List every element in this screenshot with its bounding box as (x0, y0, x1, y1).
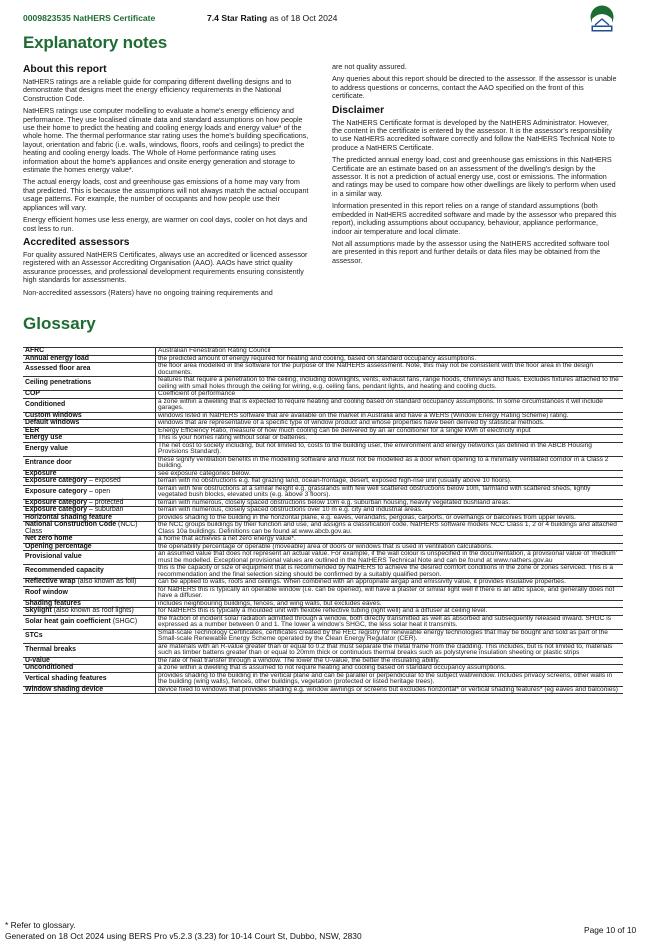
glossary-row (23, 586, 623, 600)
glossary-term (23, 391, 156, 399)
glossary-table-body (23, 348, 623, 694)
glossary-row (23, 435, 623, 443)
glossary-row (23, 456, 623, 470)
disclaimer-paragraph: The predicted annual energy load, cost and greenhouse gas emissions in this NatHERS Certificate are an estimate based on an assessment of the dwelling's design by the assessor. It is not a prediction of actual energy use, cost or emissions. The information and ratings may be used to compare how other dwellings are likely to perform when used in a similar way. (332, 155, 616, 198)
disclaimer-paragraph: The NatHERS Certificate format is developed by the NatHERS Administrator. However, the content in the certificate is entered by the assessor. It is the assessor's responsibility to use NatHERS accredited software correctly and follow the NatHERS Technical Note to produce a NatHERS Certificate. (332, 117, 615, 152)
glossary-term-label: Solar heat gain coefficient (25, 617, 111, 625)
glossary-definition: terrain with numerous, closely spaced obstructions below 10m e.g. suburban housing, heavily vegetated bushland areas. (156, 499, 624, 507)
glossary-term-label: Vertical shading features (25, 674, 107, 682)
star-rating-value: 7.4 Star Rating (207, 13, 268, 23)
glossary-term (23, 377, 156, 391)
glossary-term (23, 398, 156, 412)
glossary-term-label: Shading features (25, 599, 81, 607)
glossary-row (23, 478, 623, 486)
glossary-definition: a zone within a dwelling that is expected to require heating and cooling based on standard occupancy assumptions. In some circumstances it will include garages. (156, 398, 624, 412)
disclaimer-heading: Disclaimer (332, 104, 385, 116)
glossary-definition: terrain with numerous, closely spaced obstructions over 10 m e.g. city and industrial areas. (156, 507, 624, 515)
glossary-term-label: Energy value (25, 444, 68, 452)
glossary-row (23, 442, 623, 456)
glossary-term (23, 665, 156, 673)
glossary-row (23, 348, 623, 356)
glossary-definition: can be applied to walls, roofs and ceilings. When combined with an appropriate airgap and emissivity value, it provides insulative properties. (156, 579, 624, 587)
glossary-row (23, 565, 623, 579)
glossary-term-qualifier: (also known as foil) (75, 578, 137, 585)
glossary-term (23, 543, 156, 551)
glossary-definition: Small-scale Technology Certificates, certificates created by the REC registry for renewable energy technologies that may be bought and sold as part of the Small-scale Renewable Energy Scheme operated by the Clean Energy Regulator (CER). (156, 629, 624, 643)
glossary-term-qualifier: – protected (87, 498, 124, 506)
glossary-term (23, 478, 156, 486)
glossary-term-label: Recommended capacity (25, 567, 104, 575)
glossary-term-label: Horizontal shading feature (25, 513, 112, 521)
glossary-term-label: Energy use (25, 434, 63, 441)
glossary-term (23, 363, 156, 377)
glossary-definition: for NatHERS this is typically a moulded unit with flexible reflective tubing (light well) and a diffuser at ceiling level. (156, 608, 624, 616)
accredited-continued: are not quality assured. (332, 62, 407, 71)
page-header (23, 12, 623, 32)
accredited-paragraph: For quality assured NatHERS Certificates, always use an accredited or licenced assessor registered with an Assessor Accrediting Organisation (AAO). AAOs have strict quality assurance processes, and professional development requirements ensuring consistently high standards for assessments. (23, 249, 308, 285)
disclaimer-paragraph: Information presented in this report relies on a range of standard assumptions (both embedded in NatHERS accredited software and made by the assessor who prepared this report), including assumptions about occupancy, behaviour, appliance performance, indoor air temperature and local climate. (332, 201, 617, 236)
glossary-term-label: Reflective wrap (25, 578, 76, 585)
glossary-row (23, 398, 623, 412)
accredited-heading: Accredited assessors (23, 236, 130, 248)
glossary-term (23, 485, 156, 499)
glossary-term-label: Conditioned (25, 400, 66, 408)
glossary-row (23, 608, 623, 616)
glossary-row (23, 427, 623, 435)
glossary-definition: the rate of heat transfer through a window. The lower the U-value, the better the insulating ability. (156, 657, 624, 665)
about-paragraph: NatHERS ratings use computer modelling to evaluate a home's energy efficiency and performance. They use localised climate data and standard assumptions on how people use their home to predict the heating and cooling energy loads and energy value* of the whole home. The thermal performance star rating uses the home's building specifications, layout, orientation and fabric (i.e. walls, windows, floors, roofs and ceilings) to predict the heating and cooling energy loads. The Whole of Home performance rating uses information about the home's appliances and onsite energy generation and storage to estimate the homes energy value*. (23, 106, 309, 175)
glossary-term-label: STCs (25, 631, 43, 639)
glossary-term-label: Thermal breaks (25, 645, 76, 653)
glossary-definition: provides shading to the building in the horizontal plane, e.g. eaves, verandahs, pergolas, carports, or overhangs or balconies from upper levels. (156, 514, 624, 522)
glossary-title: Glossary (23, 314, 96, 333)
glossary-row (23, 391, 623, 399)
glossary-term-label: Provisional value (25, 553, 82, 561)
glossary-term (23, 522, 156, 536)
glossary-definition: are materials with an R-value greater than or equal to 0.2 that must separate the metal frame from the cladding. This includes, but is not limited to, materials such as timber battens greater than or equal to 20mm thick or continuous thermal breaks such as polystyrene insulation sheeting or plastic strips (156, 643, 624, 657)
glossary-term (23, 579, 156, 587)
glossary-definition: Australian Fenestration Rating Council (156, 348, 624, 356)
glossary-definition: device fixed to windows that provides shading e.g. window awnings or screens but excludes horizontal* or vertical shading features* (eg eaves and balconies) (156, 686, 624, 694)
glossary-term-label: AFRC (25, 347, 45, 354)
glossary-term-label: Assessed floor area (25, 365, 91, 373)
glossary-row (23, 551, 623, 565)
glossary-definition: a home that achieves a net zero energy value*. (156, 536, 624, 544)
certificate-id: 0009823535 NatHERS Certificate (23, 13, 156, 23)
glossary-term-label: EER (25, 426, 40, 434)
queries-paragraph: Any queries about this report should be directed to the assessor. If the assessor is unable to address questions or concerns, contact the AAO specified on the front of this certificate. (332, 74, 617, 101)
glossary-definition: Coefficient of performance (156, 391, 624, 399)
glossary-row (23, 420, 623, 428)
glossary-term-label: Custom windows (25, 411, 82, 419)
about-paragraph: NatHERS ratings are a reliable guide for comparing different dwelling designs and to demonstrate that designs meet the energy efficiency requirements in the National Construction Code. (23, 77, 292, 103)
glossary-definition: provides shading to the building in the vertical plane and can be parallel or perpendicular to the subject wall/window. Includes privacy screens, other walls in the building (wing walls), fences, other buildings, vegetation (protected or listed heritage trees). (156, 672, 624, 686)
glossary-definition: for NatHERS this is typically an operable window (i.e. can be opened), will have a plaster or similar light well if there is an attic space, and generally does not have a diffuser. (156, 586, 624, 600)
glossary-definition: an assumed value that does not represent an actual value. For example, if the wall colour is unspecified in the documentation, a provisional value of 'medium' must be modelled. Exceptional provisional values are outlined in the NatHERS Technical Note and can be found at www.nathers.gov.au (156, 551, 624, 565)
page-number: Page 10 of 10 (584, 925, 637, 935)
glossary-definition: windows that are representative of a specific type of window product and whose properties have been derived by statistical methods. (156, 420, 624, 428)
glossary-term-label: Opening percentage (25, 542, 92, 550)
glossary-row (23, 536, 623, 544)
glossary-term-label: Annual energy load (25, 354, 89, 362)
star-rating-date: as of 18 Oct 2024 (267, 13, 338, 23)
glossary-term (23, 643, 156, 657)
glossary-term-label: Exposure category (25, 506, 88, 513)
glossary-term-label: National Construction Code (25, 521, 117, 528)
glossary-term-label: U-value (25, 656, 50, 664)
glossary-row (23, 615, 623, 629)
glossary-definition: the openability percentage or operable (moveable) area of doors or windows that is used in ventilation calculations. (156, 543, 624, 551)
about-paragraph: Energy efficient homes use less energy, are warmer on cool days, cooler on hot days and cost less to run. (23, 215, 308, 233)
glossary-term-qualifier: (NCC) Class (25, 521, 138, 535)
glossary-term-qualifier: – suburban (87, 506, 124, 513)
explanatory-notes-title: Explanatory notes (23, 33, 167, 52)
glossary-term (23, 420, 156, 428)
glossary-definition: Energy Efficiency Ratio, measure of how much cooling can be delivered by an air conditioner for a single kWh of electricity input (156, 427, 624, 435)
glossary-definition: The net cost to society including, but not limited to, costs to the building user, the environment and energy networks (as defined in the ABCB Housing Provisions Standard). (156, 442, 624, 456)
glossary-row (23, 579, 623, 587)
glossary-term (23, 586, 156, 600)
disclaimer-paragraph: Not all assumptions made by the assessor using the NatHERS accredited software tool are presented in this report and further details or data files may be obtained from the assessor. (332, 238, 610, 265)
nathers-logo-icon (589, 4, 615, 34)
glossary-row (23, 665, 623, 673)
glossary-term-label: Roof window (25, 588, 68, 596)
accredited-paragraph: Non-accredited assessors (Raters) have no ongoing training requirements and (23, 287, 273, 297)
glossary-term (23, 608, 156, 616)
glossary-definition: terrain with few obstructions at a similar height e.g. grasslands with few well scattered obstructions below 10m, farmland with scattered sheds, lightly vegetated bush blocks, elevated units (e.g. above 3 floors). (156, 485, 624, 499)
footer-generated: Generated on 18 Oct 2024 using BERS Pro v5.2.3 (3.23) for 10-14 Court St, Dubbo, NSW, 2830 (5, 931, 362, 941)
glossary-term-label: Entrance door (25, 458, 72, 466)
glossary-row (23, 522, 623, 536)
glossary-term-qualifier: (also known as roof lights) (51, 607, 134, 614)
glossary-term-label: Net zero home (25, 535, 73, 542)
glossary-definition: This is your homes rating without solar or batteries. (156, 435, 624, 443)
glossary-term-label: Exposure category (25, 498, 88, 506)
glossary-term-qualifier: – exposed (87, 477, 121, 484)
glossary-row (23, 363, 623, 377)
glossary-row (23, 629, 623, 643)
glossary-term-qualifier: (SHGC) (110, 617, 138, 625)
glossary-term-label: Default windows (25, 419, 80, 426)
glossary-row (23, 686, 623, 694)
glossary-row (23, 643, 623, 657)
glossary-definition: these signify ventilation benefits in the modelling software and must not be modelled as a door when opening to a minimally ventilated corridor in a Class 2 building. (156, 456, 624, 470)
glossary-row (23, 377, 623, 391)
glossary-row (23, 507, 623, 515)
explanatory-right-column (332, 63, 618, 269)
glossary-definition: the predicted amount of energy required for heating and cooling, based on standard occupancy assumptions. (156, 355, 624, 363)
explanatory-left-column (23, 64, 309, 301)
glossary-term (23, 565, 156, 579)
glossary-term-label: Exposure category (25, 477, 88, 484)
glossary-term (23, 355, 156, 363)
glossary-definition: the floor area modelled in the software for the purpose of the NatHERS assessment. Note, this may not be consistent with the floor area in the design documents. (156, 363, 624, 377)
glossary-definition: a zone within a dwelling that is assumed to not require heating and cooling based on standard occupancy assumptions. (156, 665, 624, 673)
glossary-definition: see exposure categories below. (156, 470, 624, 478)
glossary-term (23, 435, 156, 443)
glossary-definition: the NCC groups buildings by their function and use, and assigns a classification code. NatHERS software models NCC Class 1, 2 or 4 buildings and attached Class 10a buildings. Definitions can be found at www.abcb.gov.au. (156, 522, 624, 536)
glossary-definition: windows listed in NatHERS software that are available on the market in Australia and have a WERS (Window Energy Rating Scheme) rating. (156, 412, 624, 420)
glossary-term-label: Exposure category (25, 487, 88, 495)
glossary-definition: this is the capacity or size of equipment that is recommended by NatHERS to achieve the desired comfort conditions in the zone or zones serviced. This is a recommendation and the final selection sizing should be confirmed by a suitably qualified person. (156, 565, 624, 579)
glossary-term-label: COP (25, 390, 40, 397)
glossary-table (23, 347, 623, 694)
about-heading: About this report (23, 64, 107, 75)
glossary-definition: features that require a penetration to the ceiling, including downlights, vents, exhaust fans, range hoods, chimneys and flues. Excludes fixtures attached to the ceiling with small holes through the ceiling for wiring, e.g. ceiling fans, pendant lights, and heating and cooling ducts. (156, 377, 624, 391)
glossary-definition: includes neighbouring buildings, fences, and wing walls, but excludes eaves. (156, 600, 624, 608)
glossary-term-label: Skylight (25, 607, 52, 614)
glossary-term (23, 672, 156, 686)
about-paragraph: The actual energy loads, cost and greenhouse gas emissions of a home may vary from that predicted. This is because the assumptions will not always match the actual occupant usage patterns. For example, the number of occupants and how people use their appliances will vary. (23, 177, 309, 212)
glossary-term-label: Ceiling penetrations (25, 379, 92, 387)
glossary-row (23, 485, 623, 499)
glossary-term-label: Window shading device (25, 685, 104, 693)
glossary-term-label: Unconditioned (25, 664, 74, 671)
star-rating (207, 13, 337, 23)
glossary-term (23, 551, 156, 565)
glossary-definition: terrain with no obstructions e.g. flat grazing land, ocean-frontage, desert, exposed high-rise unit (usually above 10 floors). (156, 478, 624, 486)
glossary-term (23, 615, 156, 629)
glossary-term (23, 629, 156, 643)
glossary-term-label: Exposure (25, 469, 57, 477)
glossary-definition: the fraction of incident solar radiation admitted through a window, both directly transmitted as well as absorbed and subsequently released inward. SHGC is expressed as a number between 0 and 1. The lower a window's SHGC, the less solar heat it transmits. (156, 615, 624, 629)
glossary-term (23, 456, 156, 470)
glossary-row (23, 672, 623, 686)
glossary-term-qualifier: – open (87, 487, 111, 495)
glossary-term (23, 686, 156, 694)
glossary-term (23, 442, 156, 456)
footer-note: * Refer to glossary. (5, 920, 76, 930)
